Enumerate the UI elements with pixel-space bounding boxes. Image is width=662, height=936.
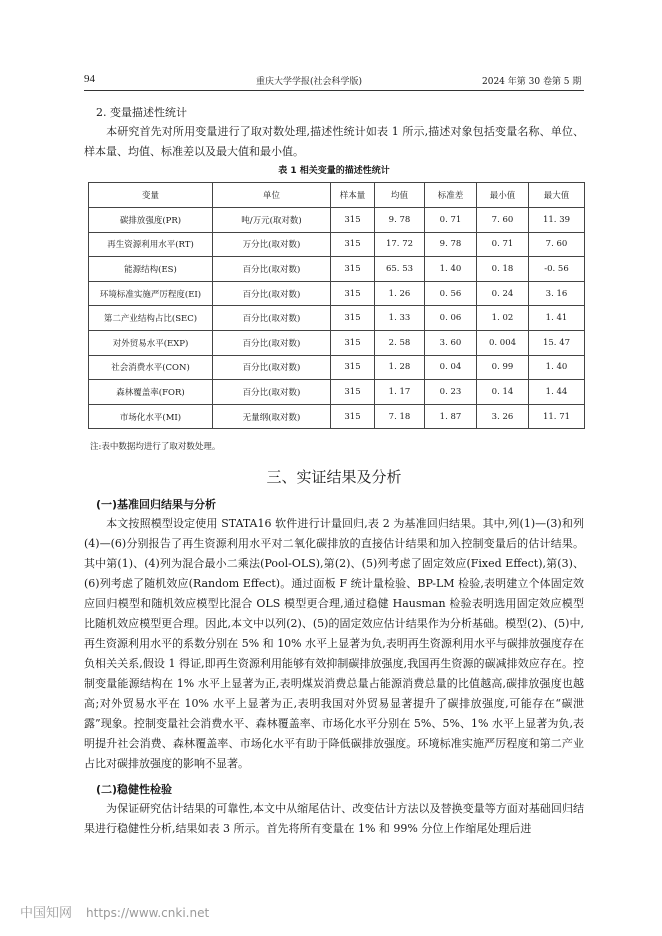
col-header-mean: 均值	[375, 183, 425, 208]
table-cell: 0. 18	[477, 257, 529, 282]
subsection-title-robustness: (二)稳健性检验	[96, 783, 173, 796]
table-cell: 1. 40	[529, 355, 585, 380]
table-row	[89, 257, 585, 282]
table-cell: 森林覆盖率(FOR)	[89, 380, 213, 405]
table-cell: 9. 78	[425, 232, 477, 257]
table-row	[89, 306, 585, 331]
table-cell: 315	[331, 232, 375, 257]
col-header-variable: 变量	[89, 183, 213, 208]
page-header	[84, 72, 584, 88]
table-row	[89, 355, 585, 380]
table-cell: 社会消费水平(CON)	[89, 355, 213, 380]
table-cell: 315	[331, 208, 375, 233]
table-cell: 1. 26	[375, 281, 425, 306]
col-header-sd: 标准差	[425, 183, 477, 208]
table-cell: 1. 40	[425, 257, 477, 282]
col-header-unit: 单位	[213, 183, 331, 208]
table-cell: 9. 78	[375, 208, 425, 233]
table-cell: 17. 72	[375, 232, 425, 257]
table-row	[89, 281, 585, 306]
table-cell: 315	[331, 404, 375, 429]
table-row	[89, 380, 585, 405]
col-header-min: 最小值	[477, 183, 529, 208]
table-cell: 11. 71	[529, 404, 585, 429]
table-cell: 1. 28	[375, 355, 425, 380]
col-header-n: 样本量	[331, 183, 375, 208]
table-cell: 315	[331, 257, 375, 282]
table-cell: 7. 60	[477, 208, 529, 233]
table-cell: 7. 60	[529, 232, 585, 257]
table-cell: 0. 71	[425, 208, 477, 233]
table-cell: 吨/万元(取对数)	[213, 208, 331, 233]
table-cell: 百分比(取对数)	[213, 281, 331, 306]
table-cell: 百分比(取对数)	[213, 380, 331, 405]
journal-name: 重庆大学学报(社会科学版)	[256, 77, 363, 87]
table-cell: 11. 39	[529, 208, 585, 233]
table-cell: 0. 004	[477, 330, 529, 355]
table-cell: 15. 47	[529, 330, 585, 355]
journal-volume: 2024 年第 30 卷第 5 期	[482, 77, 582, 87]
table-cell: 对外贸易水平(EXP)	[89, 330, 213, 355]
table-cell: 65. 53	[375, 257, 425, 282]
table-cell: 0. 71	[477, 232, 529, 257]
table-cell: 百分比(取对数)	[213, 306, 331, 331]
table-cell: 3. 26	[477, 404, 529, 429]
table-cell: 7. 18	[375, 404, 425, 429]
table-cell: 0. 99	[477, 355, 529, 380]
cnki-url: https://www.cnki.net	[86, 906, 210, 920]
table-row	[89, 208, 585, 233]
table1-caption: 表 1 相关变量的描述性统计	[278, 166, 390, 176]
table-cell: 1. 02	[477, 306, 529, 331]
cnki-brand: 中国知网	[20, 906, 73, 921]
table-row	[89, 330, 585, 355]
table-row	[89, 232, 585, 257]
table-row	[89, 404, 585, 429]
table-cell: 0. 14	[477, 380, 529, 405]
table-cell: 碳排放强度(PR)	[89, 208, 213, 233]
table-cell: 环境标准实施严厉程度(EI)	[89, 281, 213, 306]
table-cell: 3. 16	[529, 281, 585, 306]
table-cell: 315	[331, 355, 375, 380]
table-cell: 315	[331, 306, 375, 331]
descriptive-stats-table	[88, 182, 585, 429]
table-cell: 2. 58	[375, 330, 425, 355]
table-cell: 0. 04	[425, 355, 477, 380]
intro-paragraph: 本研究首先对所用变量进行了取对数处理,描述性统计如表 1 所示,描述对象包括变量名称、单位、样本量、均值、标准差以及最大值和最小值。	[84, 125, 584, 158]
table-cell: 0. 56	[425, 281, 477, 306]
table-cell: 0. 24	[477, 281, 529, 306]
robustness-paragraph: 为保证研究估计结果的可靠性,本文中从缩尾估计、改变估计方法以及替换变量等方面对基础回归结果进行稳健性分析,结果如表 3 所示。首先将所有变量在 1% 和 99% 分位上作缩尾处理后进	[84, 802, 584, 835]
table-cell: 能源结构(ES)	[89, 257, 213, 282]
table-header-row	[89, 183, 585, 208]
table-cell: 0. 23	[425, 380, 477, 405]
table-cell: 万分比(取对数)	[213, 232, 331, 257]
table-cell: 1. 87	[425, 404, 477, 429]
table-cell: 3. 60	[425, 330, 477, 355]
col-header-max: 最大值	[529, 183, 585, 208]
header-rule	[84, 90, 584, 91]
table-cell: 1. 41	[529, 306, 585, 331]
table-cell: 第二产业结构占比(SEC)	[89, 306, 213, 331]
footer-watermark	[20, 902, 209, 921]
table-cell: 市场化水平(MI)	[89, 404, 213, 429]
table-cell: 百分比(取对数)	[213, 330, 331, 355]
table-cell: 315	[331, 330, 375, 355]
table-cell: 315	[331, 380, 375, 405]
section-title-empirical: 三、实证结果及分析	[266, 468, 402, 486]
table-cell: 1. 17	[375, 380, 425, 405]
table-cell: 1. 33	[375, 306, 425, 331]
table-cell: 再生资源利用水平(RT)	[89, 232, 213, 257]
table-cell: 0. 06	[425, 306, 477, 331]
table-cell: -0. 56	[529, 257, 585, 282]
subsection-title-baseline: (一)基准回归结果与分析	[96, 498, 217, 511]
table-cell: 1. 44	[529, 380, 585, 405]
baseline-paragraph: 本文按照模型设定使用 STATA16 软件进行计量回归,表 2 为基准回归结果。其中,列(1)—(3)和列(4)—(6)分别报告了再生资源利用水平对二氧化碳排放的直接估计结果和加入控制变量后的估计结果。其中第(1)、(4)列为混合最小二乘法(Pool-OLS),第(2)、(5)列考虑了固定效应(Fixed Effect),第(3)、(6)列考虑了随机效应(Random Effect)。通过面板 F 统计量检验、BP-LM 检验,表明建立个体固定效应回归模型和随机效应模型比混合 OLS 模型更合理,通过稳健 Hausman 检验表明选用固定效应模型比随机效应模型更合理。因此,本文中以列(2)、(5)的固定效应估计结果作为分析基础。模型(2)、(5)中,再生资源利用水平的系数分别在 5% 和 10% 水平上显著为负,表明再生资源利用水平与碳排放强度存在负相关关系,假设 1 得证,即再生资源利用能够有效抑制碳排放强度,我国再生资源的碳减排效应存在。控制变量能源结构在 1% 水平上显著为正,表明煤炭消费总量占能源消费总量的比值越高,碳排放强度也越高;对外贸易水平在 10% 水平上显著为正,表明我国对外贸易显著提升了碳排放强度,可能存在“碳泄露”现象。控制变量社会消费水平、森林覆盖率、市场化水平分别在 5%、5%、1% 水平上显著为负,表明提升社会消费、森林覆盖率、市场化水平有助于降低碳排放强度。环境标准实施严厉程度和第二产业占比对碳排放强度的影响不显著。	[84, 517, 584, 770]
table1-note: 注:表中数据均进行了取对数处理。	[90, 442, 221, 452]
table-cell: 百分比(取对数)	[213, 355, 331, 380]
table-cell: 百分比(取对数)	[213, 257, 331, 282]
table-cell: 无量纲(取对数)	[213, 404, 331, 429]
section-title-variable-stats: 2. 变量描述性统计	[96, 106, 187, 119]
table-cell: 315	[331, 281, 375, 306]
page-number: 94	[84, 73, 95, 85]
